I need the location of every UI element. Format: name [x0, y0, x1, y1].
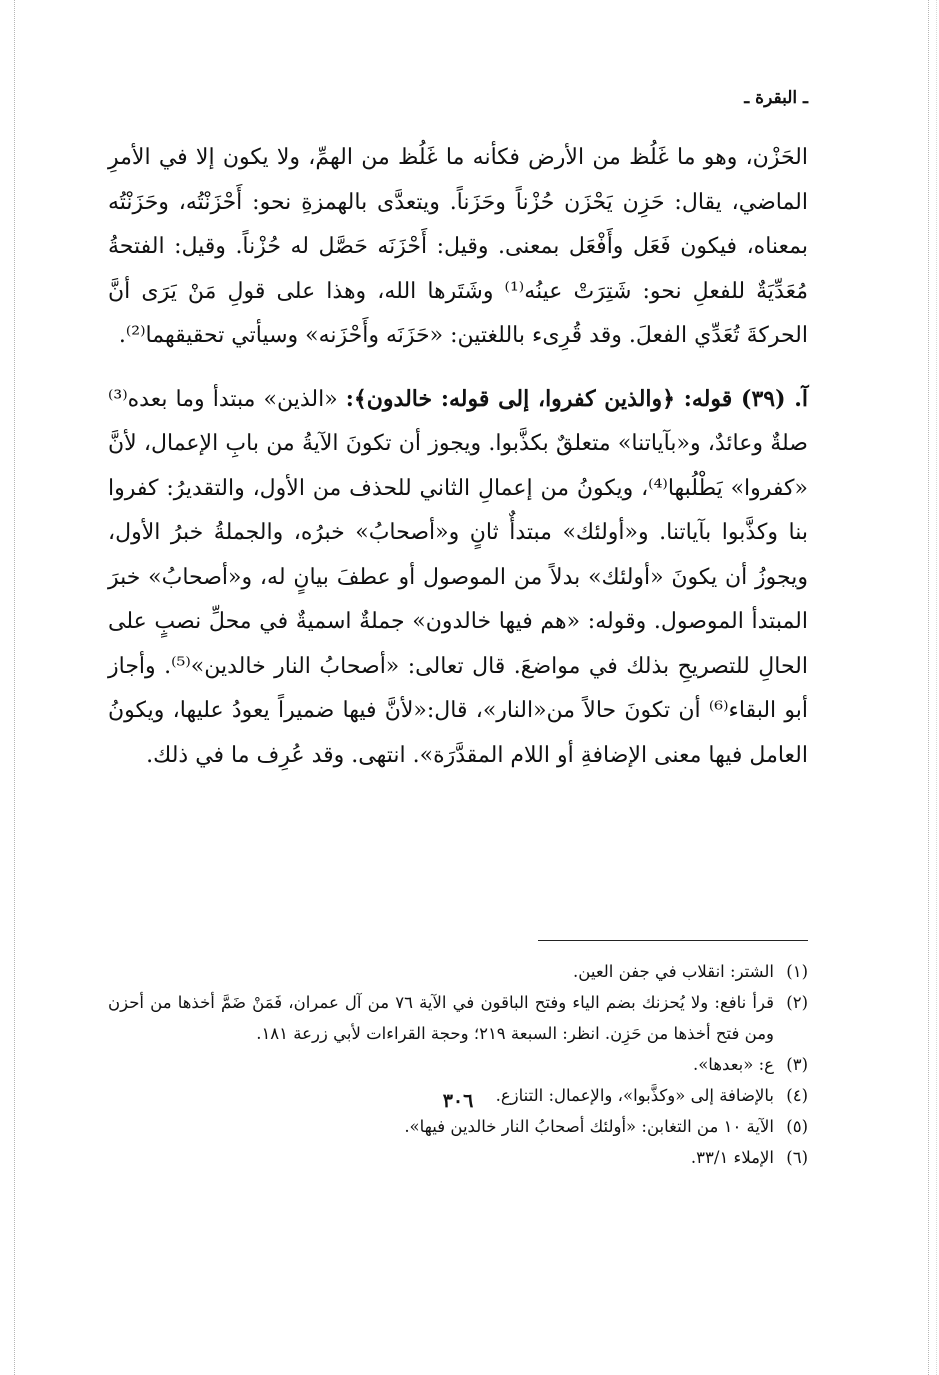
verse-commentary: «الذين» مبتدأ وما بعده⁽³⁾ صلةٌ وعائدٌ، و«بآياتنا» متعلقٌ بكذَّبوا. ويجوز أن تكونَ الآيةُ من بابِ الإعمال، لأنَّ «كفروا» يَطْلُبها⁽⁴⁾، ويكونُ من إعمالِ الثاني للحذف من الأول، والتقديرُ: كفروا بنا وكذَّبوا بآياتنا. و«أولئك» مبتدأٌ ثانٍ و«أصحابُ» خبرُه، والجملةُ خبرُ الأول، ويجوزُ أن يكونَ «أولئك» بدلاً من الموصول أو عطفَ بيانٍ له، و«أصحابُ» خبرَ المبتدأ الموصول. وقوله: «هم فيها خالدون» جملةٌ اسميةٌ في محلِّ نصبٍ على الحالِ للتصريحِ بذلك في مواضعَ. قال تعالى: «أصحابُ النار خالدين»⁽⁵⁾. وأجاز أبو البقاء⁽⁶⁾ أن تكونَ حالاً من«النار»، قال:«لأنَّ فيها ضميراً يعودُ عليها، ويكونُ العامل فيها معنى الإضافةِ أو اللام المقدَّرَة». انتهى. وقد عُرِف ما في ذلك.: [108, 386, 808, 768]
left-margin-dots: [14, 0, 15, 1375]
footnote-text: ع: «بعدها».: [692, 1055, 774, 1074]
footnote-separator: [538, 940, 808, 941]
footnote-text: الآية ١٠ من التغابن: «أولئك أصحابُ النار خالدين فيها».: [404, 1117, 774, 1136]
footnote-text: الإملاء ٣٣/١.: [690, 1148, 774, 1167]
far-right-margin-dots: [936, 0, 937, 1375]
footnote-number: (٦): [786, 1148, 808, 1167]
verse-heading: آ. (٣٩) قوله: ﴿والذين كفروا، إلى قوله: خالدون﴾:: [345, 385, 808, 412]
footnote-number: (٤): [786, 1086, 808, 1105]
footnotes: [108, 956, 808, 1173]
main-text: [108, 136, 808, 778]
footnote-5: [108, 1111, 808, 1142]
footnote-text: بالإضافة إلى «وكذَّبوا»، والإعمال: التنازع.: [495, 1086, 774, 1105]
footnote-text: قرأ نافع: ولا يُحزنك بضم الياء وفتح الباقون في الآية ٧٦ من آل عمران، فَمَنْ ضَمَّ أخذها من أحزن ومن فتح أخذها من حَزِن. انظر: السبعة ٢١٩؛ وحجة القراءات لأبي زرعة ١٨١.: [108, 993, 774, 1043]
footnote-2: [108, 987, 808, 1049]
footnote-text: الشتر: انقلاب في جفن العين.: [573, 962, 774, 981]
footnote-number: (٢): [786, 993, 808, 1012]
footnote-1: [108, 956, 808, 987]
running-head: ـ البقرة ـ: [744, 88, 808, 108]
right-margin-dots: [928, 0, 929, 1375]
paragraph-1: الحَزْن، وهو ما غَلُظ من الأرض فكأنه ما غَلُظ من الهمِّ، ولا يكون إلا في الأمرِ الماضي، يقال: حَزِن يَحْزَن حُزْناً وحَزَناً. ويتعدَّى بالهمزةِ نحو: أَحْزَنْتُه، وحَزَنْتُه بمعناه، فيكون فَعَل وأَفْعَل بمعنى. وقيل: أَحْزَنَه حَصَّل له حُزْناً. وقيل: الفتحةُ مُعَدِّيَةٌ للفعلِ نحو: شَتِرَتْ عينُه⁽¹⁾ وشَتَرها الله، وهذا على قولِ مَنْ يَرَى أنَّ الحركةَ تُعَدِّي الفعلَ. وقد قُرِىء باللغتين: «حَزَنَه وأَحْزَنه» وسيأتي تحقيقهما⁽²⁾.: [108, 145, 808, 348]
footnote-3: [108, 1049, 808, 1080]
footnote-6: [108, 1142, 808, 1173]
page-number: ٣٠٦: [442, 1090, 474, 1112]
footnote-number: (٣): [786, 1055, 808, 1074]
footnote-number: (١): [786, 962, 808, 981]
footnote-number: (٥): [786, 1117, 808, 1136]
paragraph-verse-39: [108, 377, 808, 779]
